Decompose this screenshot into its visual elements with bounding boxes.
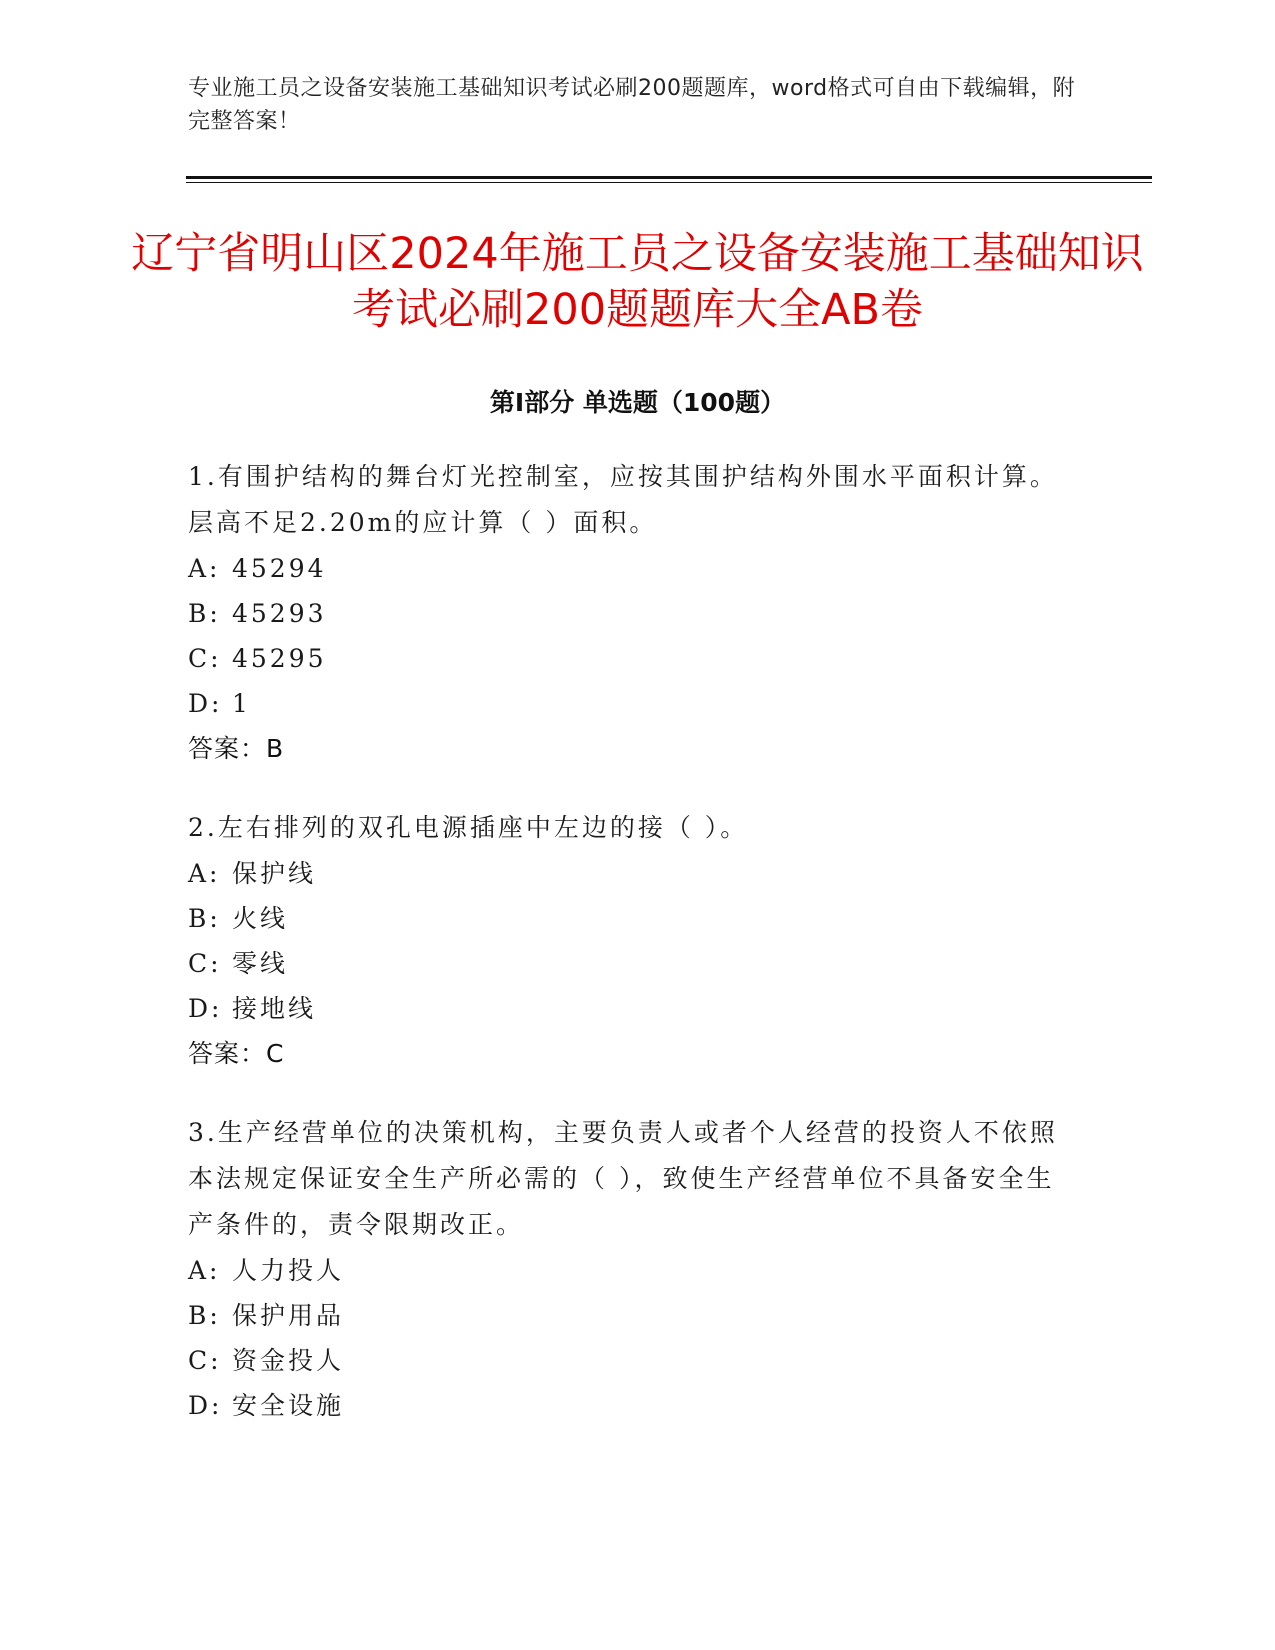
answer-value: B: [266, 734, 285, 763]
option-b: [188, 591, 1068, 636]
option-text: 火线: [232, 904, 289, 933]
option-a: [188, 851, 1068, 896]
option-d: [188, 1383, 1068, 1428]
option-text: 45295: [232, 644, 327, 673]
option-key: C:: [188, 949, 222, 978]
document-title: 辽宁省明山区2024年施工员之设备安装施工基础知识考试必刷200题题库大全AB卷: [131, 229, 1144, 335]
answer-line: [188, 726, 1068, 772]
option-key: B:: [188, 1301, 221, 1330]
option-key: B:: [188, 599, 221, 628]
header-rule-thin: [186, 182, 1152, 183]
answer-label: 答案：: [188, 734, 267, 763]
option-key: D:: [188, 994, 223, 1023]
section-title: 第Ⅰ部分 单选题（100题）: [489, 388, 786, 417]
option-b: [188, 896, 1068, 941]
answer-value: C: [266, 1039, 285, 1068]
header-rule-thick: [186, 176, 1152, 179]
question-2: [188, 805, 1068, 1077]
option-text: 资金投人: [232, 1346, 345, 1375]
option-d: [188, 681, 1068, 726]
option-key: B:: [188, 904, 221, 933]
option-key: A:: [188, 859, 221, 888]
option-key: D:: [188, 689, 223, 718]
question-stem: 1.有围护结构的舞台灯光控制室，应按其围护结构外围水平面积计算。层高不足2.20m的应计算（ ）面积。: [188, 462, 1058, 537]
option-text: 45293: [232, 599, 327, 628]
question-stem: 3.生产经营单位的决策机构，主要负责人或者个人经营的投资人不依照本法规定保证安全生产所必需的（ ），致使生产经营单位不具备安全生产条件的，责令限期改正。: [188, 1118, 1058, 1239]
option-c: [188, 636, 1068, 681]
option-text: 人力投人: [232, 1256, 345, 1285]
option-c: [188, 941, 1068, 986]
answer-label: 答案：: [188, 1039, 267, 1068]
option-a: [188, 1248, 1068, 1293]
option-text: 1: [232, 689, 251, 718]
option-text: 45294: [232, 554, 327, 583]
header-note: 专业施工员之设备安装施工基础知识考试必刷200题题库，word格式可自由下载编辑，附完整答案！: [188, 76, 1076, 134]
option-text: 零线: [232, 949, 289, 978]
question-stem: 2.左右排列的双孔电源插座中左边的接（ ）。: [188, 813, 749, 842]
option-text: 接地线: [232, 994, 317, 1023]
option-a: [188, 546, 1068, 591]
option-c: [188, 1338, 1068, 1383]
question-1: [188, 454, 1068, 772]
option-key: A:: [188, 554, 221, 583]
option-key: C:: [188, 1346, 222, 1375]
question-3: [188, 1110, 1068, 1428]
option-text: 保护线: [232, 859, 317, 888]
option-key: C:: [188, 644, 222, 673]
option-d: [188, 986, 1068, 1031]
answer-line: [188, 1031, 1068, 1077]
option-text: 安全设施: [232, 1391, 345, 1420]
option-key: A:: [188, 1256, 221, 1285]
option-b: [188, 1293, 1068, 1338]
option-key: D:: [188, 1391, 223, 1420]
option-text: 保护用品: [232, 1301, 345, 1330]
